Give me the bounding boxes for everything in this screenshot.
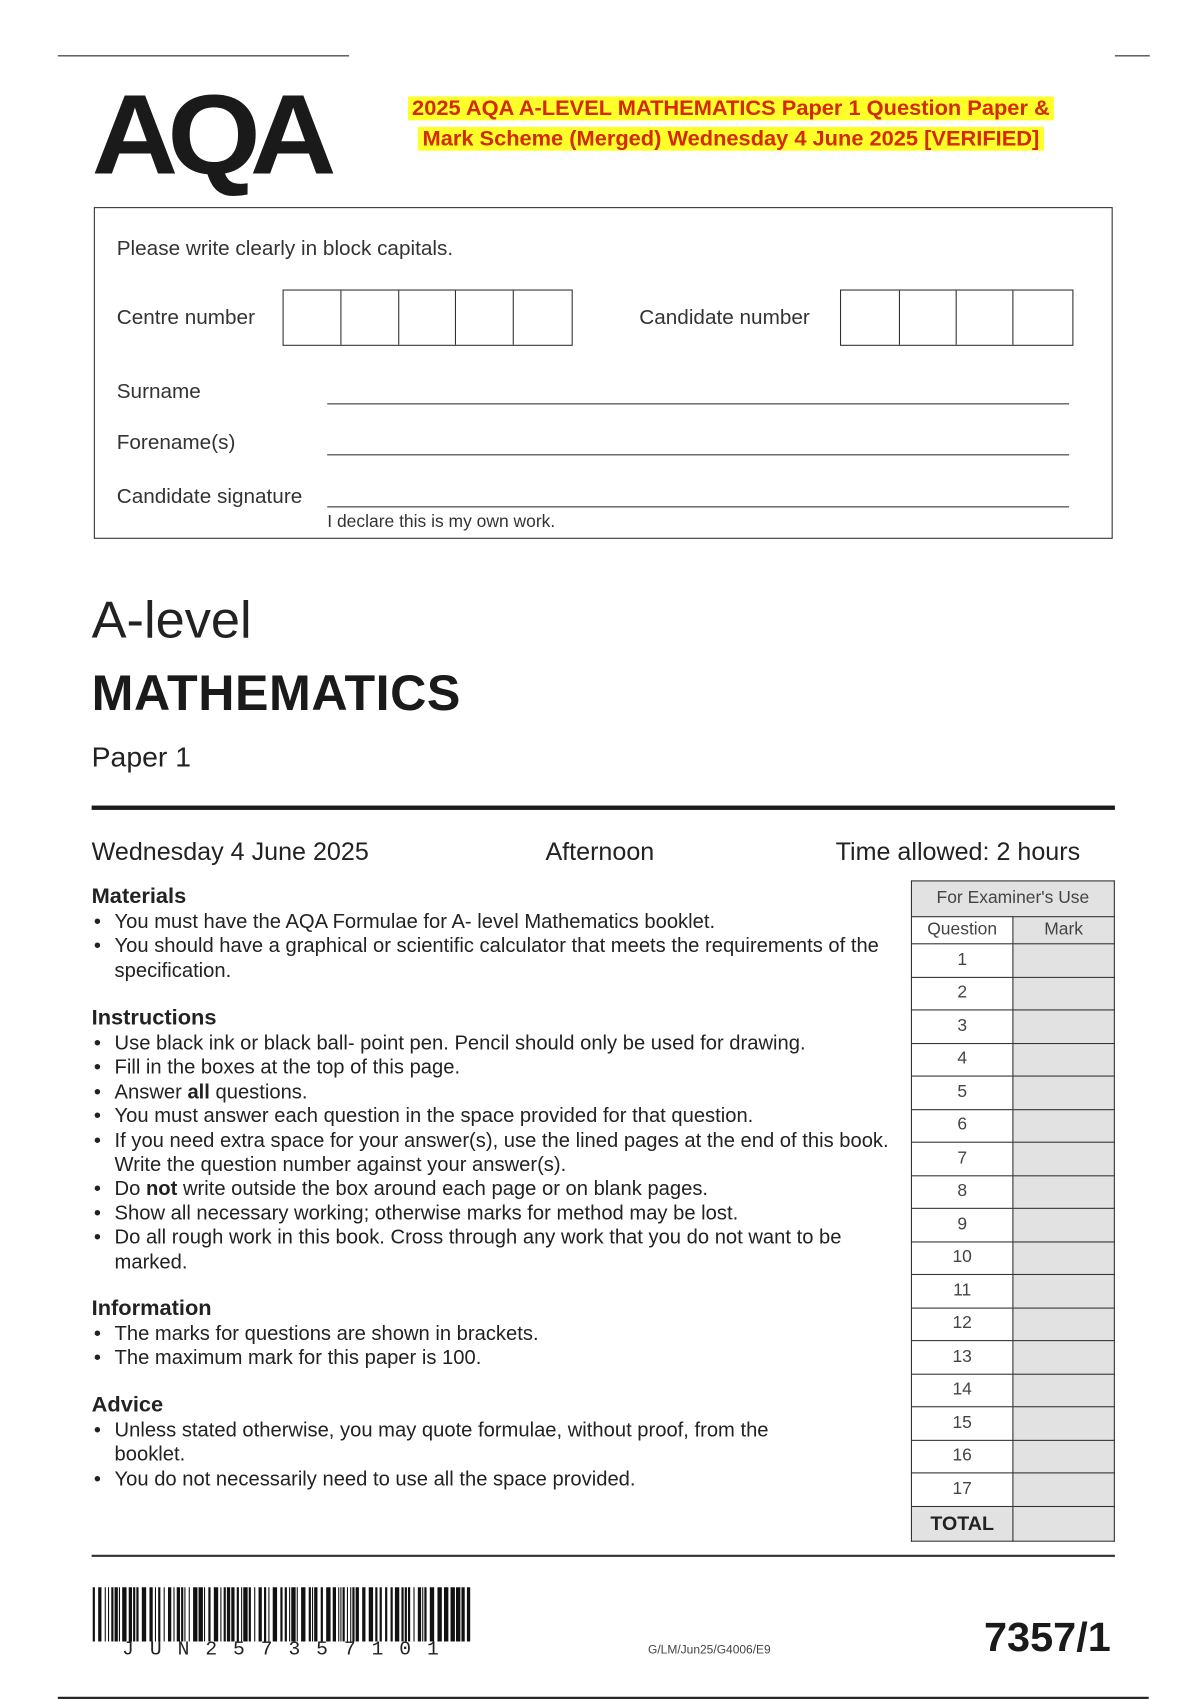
barcode-bar: [418, 1587, 421, 1641]
barcode-bar: [164, 1587, 165, 1641]
barcode-bar: [356, 1587, 359, 1641]
banner-line-2: Mark Scheme (Merged) Wednesday 4 June 2025 [VERIFIED]: [418, 127, 1043, 151]
question-number: 15: [911, 1407, 1012, 1440]
mark-cell: [1013, 1274, 1114, 1307]
barcode-bar: [352, 1587, 354, 1641]
table-row: [911, 1473, 1114, 1506]
barcode-bar: [430, 1587, 434, 1641]
table-row: [911, 1407, 1114, 1440]
question-number: 10: [911, 1241, 1012, 1274]
advice-list: [92, 1418, 812, 1491]
barcode-bar: [437, 1587, 441, 1641]
advice-section: [92, 1392, 812, 1491]
exam-date: Wednesday 4 June 2025: [91, 837, 369, 866]
table-row: [911, 1142, 1114, 1175]
barcode-bar: [444, 1587, 448, 1641]
question-number: 13: [911, 1341, 1012, 1374]
aqa-logo: AQA: [91, 71, 326, 199]
barcode-bar: [155, 1587, 156, 1641]
barcode-bar: [227, 1587, 230, 1641]
barcode-bar: [249, 1587, 251, 1641]
mark-cell: [1013, 1341, 1114, 1374]
barcode-bar: [395, 1587, 399, 1641]
mark-cell: [1013, 1010, 1114, 1043]
mark-cell: [1013, 977, 1114, 1010]
item-text: Do all rough work in this book. Cross through any work that you do not want to be marked.: [114, 1225, 842, 1273]
paper-code: 7357/1: [983, 1615, 1111, 1661]
barcode-bar: [467, 1587, 470, 1641]
mark-cell: [1013, 944, 1114, 977]
question-number: 8: [911, 1175, 1012, 1208]
barcode-bar: [241, 1587, 242, 1641]
barcode-bar: [204, 1587, 205, 1641]
barcode-bar: [289, 1587, 290, 1641]
question-number: 1: [911, 944, 1012, 977]
information-section: [92, 1296, 888, 1371]
advice-heading: Advice: [91, 1393, 164, 1418]
surname-input[interactable]: [327, 403, 1069, 404]
reference-code: G/LM/Jun25/G4006/E9: [647, 1643, 771, 1657]
barcode-bar: [285, 1587, 287, 1641]
barcode-bar: [208, 1587, 210, 1641]
instructions-heading: Instructions: [91, 1006, 217, 1030]
table-row: [911, 1440, 1114, 1473]
block-capitals-instruction: Please write clearly in block capitals.: [116, 237, 454, 261]
barcode-bar: [181, 1587, 183, 1641]
barcode-bar: [350, 1587, 351, 1641]
table-row: [911, 1076, 1114, 1109]
barcode-bar: [347, 1587, 348, 1641]
centre-number-label: Centre number: [116, 306, 255, 330]
barcode-bar: [136, 1587, 138, 1641]
table-row: [911, 977, 1114, 1010]
bottom-rule: [58, 1697, 1149, 1699]
list-item: [92, 1418, 812, 1467]
list-item: [92, 1467, 812, 1491]
question-column-header: Question: [911, 917, 1012, 944]
question-number: 4: [911, 1043, 1012, 1076]
centre-number-input[interactable]: [283, 289, 573, 345]
emphasis-text: all: [187, 1079, 210, 1103]
barcode-bar: [122, 1587, 126, 1641]
barcode-bar: [111, 1587, 113, 1641]
barcode-bar: [264, 1587, 266, 1641]
list-item: [92, 1080, 899, 1104]
list-item: [92, 1225, 899, 1274]
barcode-bar: [385, 1587, 387, 1641]
question-number: 7: [911, 1142, 1012, 1175]
barcode-bar: [380, 1587, 382, 1641]
barcode-bar: [362, 1587, 365, 1641]
item-text: questions.: [209, 1079, 308, 1103]
barcode-bar: [158, 1587, 160, 1641]
item-text: You should have a graphical or scientific calculator that meets the requirements of the specification.: [114, 933, 879, 981]
question-number: 2: [911, 977, 1012, 1010]
item-text: The maximum mark for this paper is 100.: [114, 1345, 482, 1369]
table-row: [911, 1241, 1114, 1274]
declaration-text: I declare this is my own work.: [327, 512, 556, 532]
list-item: [92, 1055, 899, 1079]
mark-cell: [1013, 1043, 1114, 1076]
question-number: 9: [911, 1208, 1012, 1241]
table-row: [911, 1109, 1114, 1142]
barcode-bar: [237, 1587, 239, 1641]
total-mark-cell: [1013, 1506, 1114, 1541]
instructions-section: [92, 1005, 899, 1274]
barcode-bar: [119, 1587, 120, 1641]
table-row: [911, 1043, 1114, 1076]
barcode-bar: [343, 1587, 345, 1641]
barcode-bar: [291, 1587, 295, 1641]
mark-cell: [1013, 1473, 1114, 1506]
materials-section: [92, 884, 888, 983]
exam-session: Afternoon: [545, 837, 655, 866]
barcode-bar: [451, 1587, 455, 1641]
item-text: If you need extra space for your answer(s), use the lined pages at the end of this book. Write the question number against your answer(s).: [114, 1128, 889, 1176]
mark-cell: [1013, 1308, 1114, 1341]
barcode-bar: [422, 1587, 423, 1641]
barcode-text: JUN257357101: [122, 1639, 455, 1661]
barcode-bar: [105, 1587, 106, 1641]
barcode-bar: [184, 1587, 185, 1641]
item-text: You must have the AQA Formulae for A- level Mathematics booklet.: [114, 909, 716, 933]
barcode-bar: [321, 1587, 323, 1641]
barcode-bar: [189, 1587, 190, 1641]
table-row: [911, 1308, 1114, 1341]
barcode-bar: [413, 1587, 414, 1641]
barcode-bar: [268, 1587, 269, 1641]
question-number: 17: [911, 1473, 1012, 1506]
surname-label: Surname: [116, 380, 201, 404]
list-item: [92, 1346, 888, 1370]
barcode-bar: [224, 1587, 226, 1641]
barcode-bar: [375, 1587, 377, 1641]
signature-label: Candidate signature: [116, 485, 303, 509]
table-row: [911, 944, 1114, 977]
mark-column-header: Mark: [1013, 917, 1114, 944]
barcode-bar: [461, 1587, 464, 1641]
barcode-bar: [424, 1587, 426, 1641]
barcode-bar: [177, 1587, 180, 1641]
barcode-bar: [243, 1587, 247, 1641]
barcode-bar: [309, 1587, 311, 1641]
barcode-bar: [338, 1587, 339, 1641]
top-rule-left: [58, 55, 349, 56]
examiner-use-table: [911, 880, 1115, 1541]
barcode-bar: [93, 1587, 95, 1641]
item-text: write outside the box around each page or on blank pages.: [177, 1176, 709, 1200]
item-text: You do not necessarily need to use all the space provided.: [114, 1466, 636, 1490]
barcode-bar: [312, 1587, 313, 1641]
mark-cell: [1013, 1241, 1114, 1274]
mark-cell: [1013, 1208, 1114, 1241]
barcode-bar: [314, 1587, 317, 1641]
question-number: 3: [911, 1010, 1012, 1043]
barcode-bar: [98, 1587, 101, 1641]
barcode-bar: [401, 1587, 403, 1641]
emphasis-text: not: [145, 1176, 178, 1200]
examiner-table-title: For Examiner's Use: [911, 881, 1114, 917]
table-row: [911, 1374, 1114, 1407]
list-item: [92, 1177, 899, 1201]
list-item: [92, 1201, 899, 1225]
item-text: The marks for questions are shown in brackets.: [114, 1321, 539, 1345]
mark-cell: [1013, 1109, 1114, 1142]
question-number: 16: [911, 1440, 1012, 1473]
barcode-bar: [326, 1587, 330, 1641]
total-row: [911, 1506, 1114, 1541]
barcode-bar: [340, 1587, 341, 1641]
list-item: [92, 910, 888, 934]
candidate-number-label: Candidate number: [639, 306, 810, 330]
item-text: Unless stated otherwise, you may quote formulae, without proof, from the booklet.: [114, 1418, 769, 1466]
barcode-bar: [391, 1587, 393, 1641]
barcode-bar: [408, 1587, 410, 1641]
barcode-bar: [108, 1587, 109, 1641]
barcode-bar: [173, 1587, 174, 1641]
candidate-number-input[interactable]: [840, 289, 1073, 345]
total-label: TOTAL: [911, 1506, 1012, 1541]
banner-line-1: 2025 AQA A-LEVEL MATHEMATICS Paper 1 Question Paper &: [408, 96, 1054, 120]
barcode-bar: [214, 1587, 218, 1641]
barcode-bar: [133, 1587, 135, 1641]
item-text: Use black ink or black ball- point pen. Pencil should only be used for drawing.: [114, 1031, 806, 1054]
question-number: 5: [911, 1076, 1012, 1109]
barcode-bar: [149, 1587, 152, 1641]
table-row: [911, 1341, 1114, 1374]
materials-heading: Materials: [91, 884, 187, 909]
barcode-bar: [259, 1587, 262, 1641]
mark-cell: [1013, 1175, 1114, 1208]
barcode-bar: [142, 1587, 146, 1641]
list-item: [92, 1128, 899, 1177]
barcode-bar: [168, 1587, 171, 1641]
item-text: Fill in the boxes at the top of this page.: [114, 1055, 461, 1079]
barcode-bar: [301, 1587, 305, 1641]
mark-cell: [1013, 1440, 1114, 1473]
item-text: Answer: [114, 1079, 188, 1103]
list-item: [92, 1104, 899, 1128]
question-number: 14: [911, 1374, 1012, 1407]
barcode-bar: [333, 1587, 336, 1641]
barcode-bar: [273, 1587, 277, 1641]
list-item: [92, 1322, 888, 1346]
barcode-bar: [199, 1587, 203, 1641]
instructions-list: [92, 1031, 899, 1274]
barcode-bar: [456, 1587, 460, 1641]
paper-title: Paper 1: [91, 740, 191, 774]
barcode-bar: [220, 1587, 221, 1641]
title-banner: [360, 93, 1102, 154]
barcode: [93, 1587, 477, 1641]
subject-title: MATHEMATICS: [91, 664, 461, 721]
question-number: 6: [911, 1109, 1012, 1142]
item-text: Show all necessary working; otherwise marks for method may be lost.: [114, 1201, 739, 1224]
barcode-bar: [193, 1587, 197, 1641]
item-text: Do: [114, 1176, 146, 1200]
mark-cell: [1013, 1374, 1114, 1407]
forename-input[interactable]: [327, 454, 1069, 455]
barcode-bar: [369, 1587, 373, 1641]
divider: [92, 806, 1115, 810]
candidate-details-box: [94, 207, 1113, 539]
table-row: [911, 1274, 1114, 1307]
list-item: [92, 934, 888, 983]
table-row: [911, 1208, 1114, 1241]
item-text: You must answer each question in the space provided for that question.: [114, 1103, 754, 1127]
time-allowed: Time allowed: 2 hours: [835, 837, 1081, 866]
mark-cell: [1013, 1076, 1114, 1109]
signature-input[interactable]: [327, 506, 1069, 507]
mark-cell: [1013, 1142, 1114, 1175]
barcode-bar: [254, 1587, 255, 1641]
forename-label: Forename(s): [116, 431, 236, 455]
barcode-bar: [115, 1587, 118, 1641]
barcode-bar: [129, 1587, 132, 1641]
barcode-bar: [297, 1587, 298, 1641]
list-item: [92, 1031, 899, 1055]
question-number: 11: [911, 1274, 1012, 1307]
question-number: 12: [911, 1308, 1012, 1341]
qualification-title: A-level: [91, 591, 252, 650]
barcode-bar: [405, 1587, 407, 1641]
table-row: [911, 1010, 1114, 1043]
materials-list: [92, 910, 888, 983]
barcode-bar: [231, 1587, 234, 1641]
information-heading: Information: [91, 1296, 212, 1321]
barcode-bar: [280, 1587, 282, 1641]
information-list: [92, 1322, 888, 1371]
footer-rule: [92, 1555, 1115, 1557]
mark-cell: [1013, 1407, 1114, 1440]
top-rule-right: [1115, 55, 1150, 56]
table-row: [911, 1175, 1114, 1208]
